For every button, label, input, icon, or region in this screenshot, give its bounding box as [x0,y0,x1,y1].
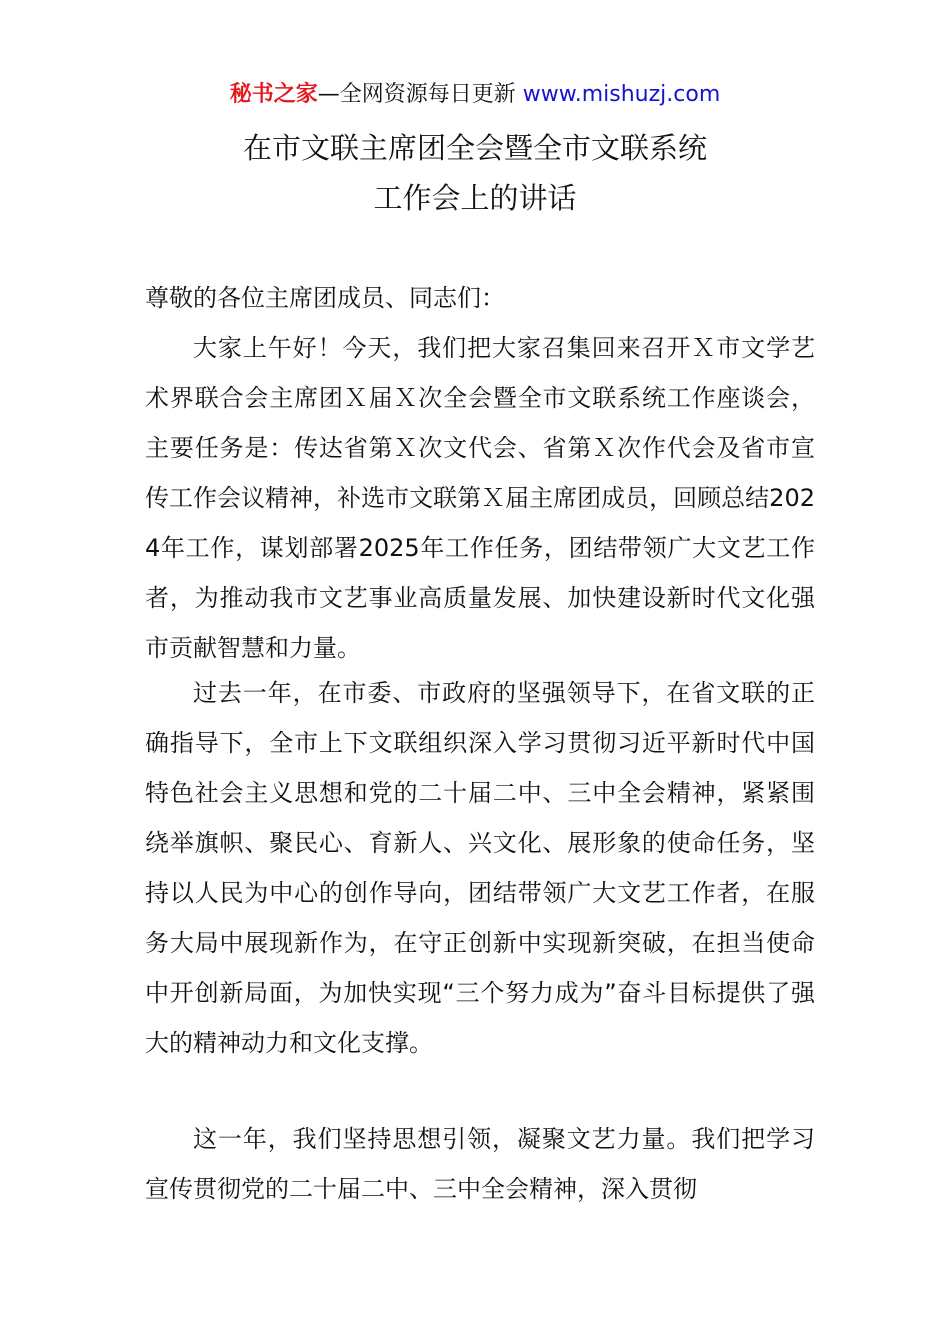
document-title-line-1: 在市文联主席团全会暨全市文联系统 [242,131,707,165]
paragraph-2: 过去一年，在市委、市政府的坚强领导下，在省文联的正确指导下，全市上下文联组织深入学习贯彻习近平新时代中国特色社会主义思想和党的二十届二中、三中全会精神，紧紧围绕举旗帜、聚民心、育新人、兴文化、展形象的使命任务，坚持以人民为中心的创作导向，团结带领广大文艺工作者，在服务大局中展现新作为，在守正创新中实现新突破，在担当使命中开创新局面，为加快实现“三个努力成为”奋斗目标提供了强大的精神动力和文化支撑。 [145,679,815,1057]
site-brand: 秘书之家 [229,82,318,107]
paragraph-3: 这一年，我们坚持思想引领，凝聚文艺力量。我们把学习宣传贯彻党的二十届二中、三中全会精神，深入贯彻 [145,1125,815,1203]
site-tagline: —全网资源每日更新 [317,82,523,107]
paragraph-1: 大家上午好！今天，我们把大家召集回来召开Ｘ市文学艺术界联合会主席团Ｘ届Ｘ次全会暨全市文联系统工作座谈会，主要任务是：传达省第Ｘ次文代会、省第Ｘ次作代会及省市宣传工作会议精神，补选市文联第Ｘ届主席团成员，回顾总结2024年工作，谋划部署2025年工作任务，团结带领广大文艺工作者，为推动我市文艺事业高质量发展、加快建设新时代文化强市贡献智慧和力量。 [145,334,815,662]
site-header [0,78,950,112]
document-title-line-2: 工作会上的讲话 [373,181,577,215]
salutation: 尊敬的各位主席团成员、同志们： [145,284,505,312]
site-url-link[interactable]: www.mishuzj.com [522,82,721,107]
